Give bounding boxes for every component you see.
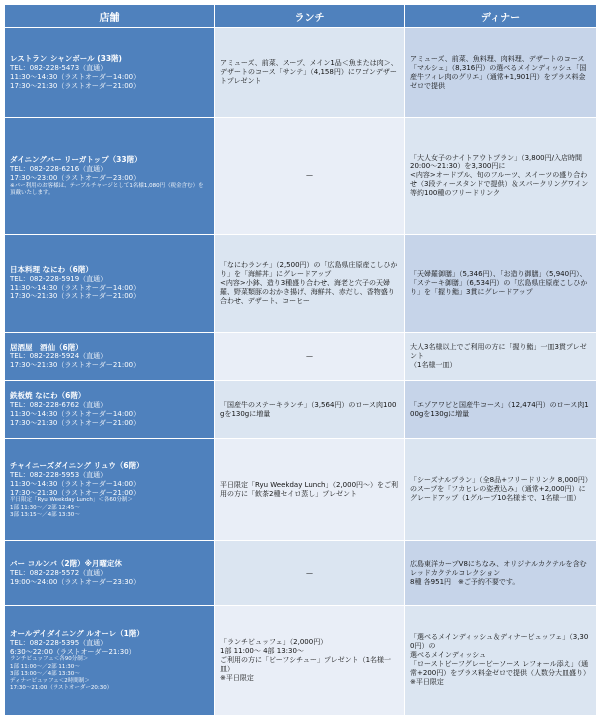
store-cell xyxy=(5,28,215,118)
table-row xyxy=(5,28,597,118)
store-name: オールデイダイニング ルオーレ（1階） xyxy=(10,628,144,638)
store-cell xyxy=(5,541,215,605)
dinner-cell: 広島東洋カープV8にちなみ、オリジナルカクテルを含む レッドカクテルコレクション 8種 各951円 ※ご予約不要です。 xyxy=(405,541,597,605)
store-cell xyxy=(5,234,215,332)
store-name: バー コルンバ（2階）※月曜定休 xyxy=(10,559,122,569)
header-store: 店舗 xyxy=(5,5,215,28)
store-details: TEL：082-228-5395（直通） 6:30〜22:00（ラストオーダー21:30） xyxy=(10,638,136,656)
store-details: TEL：082-228-6762（直通） 11:30〜14:30（ラストオーダー14:00） 17:30〜21:30（ラストオーダー21:00） xyxy=(10,400,141,427)
store-name: チャイニーズダイニング リュウ（6階） xyxy=(10,461,144,471)
table-row xyxy=(5,234,597,332)
store-details: TEL：082-228-6216（直通） 17:30〜23:00（ラストオーダー23:00） xyxy=(10,164,141,182)
store-details: TEL：082-228-5572（直通） 19:00〜24:00（ラストオーダー23:30） xyxy=(10,568,141,586)
dinner-cell: 「選べるメインディッシュ＆ディナービュッフェ」（3,300円）の 選べるメインディッシュ 「ローストビーフグレービーソース レフォール添え」（通常+200円）をプラス料金ゼロで提供（人数分大皿盛り） ※平日限定 xyxy=(405,605,597,715)
store-note: ランチビュッフェ＜各90分制＞ 1部 11:00〜／2部 11:30〜 3部 13:00〜／4部 13:30〜 ディナービュッフェ＜2時間制＞ 17:30〜21:00（ラストオーダー20:30） xyxy=(10,656,113,691)
store-cell xyxy=(5,118,215,234)
store-details: TEL：082-228-5953（直通） 11:30〜14:30（ラストオーダー14:00） 17:30〜21:30（ラストオーダー21:00） xyxy=(10,470,141,497)
store-name: 日本料理 なにわ（6階） xyxy=(10,264,93,274)
store-name: 居酒屋 酒仙（6階） xyxy=(10,342,83,352)
header-lunch: ランチ xyxy=(215,5,405,28)
store-note: ※バー利用のお客様は、テーブルチャージとして1名様1,080円（税金含む）を頂戴いたします。 xyxy=(10,182,204,196)
table-row xyxy=(5,605,597,715)
lunch-cell: 「国産牛のステーキランチ」（3,564円）のロース肉100gを130gに増量 xyxy=(215,380,405,438)
lunch-cell: — xyxy=(215,541,405,605)
store-name: レストラン シャンボール (33階) xyxy=(10,54,122,64)
lunch-cell: — xyxy=(215,332,405,380)
table-header-row xyxy=(5,5,597,28)
table-row xyxy=(5,439,597,541)
store-name: ダイニングバー リーガトップ（33階） xyxy=(10,155,142,165)
table-row xyxy=(5,380,597,438)
lunch-cell: 「ランチビュッフェ」（2,000円） 1部 11:00〜 4部 13:30〜 ご利用の方に「ビーフシチュー」プレゼント（1名様一皿） ※平日限定 xyxy=(215,605,405,715)
table-row xyxy=(5,541,597,605)
dinner-cell: 「大人女子のナイトアウトプラン」（3,800円/入店時間 20:00〜21:30）を3,300円に <内容>オードブル、旬のフルーツ、スイーツの盛り合わせ（3段ティースタンドで提供）＆スパークリングワイン等約100種のフリードリンク xyxy=(405,118,597,234)
dinner-cell: アミューズ、前菜、魚料理、肉料理、デザートのコース「マルシェ」（8,316円）の選べるメインディッシュ「国産牛フィレ肉のグリエ」（通常+1,901円）をプラス料金ゼロで提供 xyxy=(405,28,597,118)
store-cell xyxy=(5,439,215,541)
store-cell xyxy=(5,332,215,380)
store-note: 平日限定「Ryu Weekday Lunch」＜各60分制＞ 1部 11:30〜／2部 12:45〜 3部 13:15〜／4部 13:30〜 xyxy=(10,497,133,518)
store-cell xyxy=(5,605,215,715)
store-details: TEL：082-228-5473（直通） 11:30〜14:30（ラストオーダー14:00） 17:30〜21:30（ラストオーダー21:00） xyxy=(10,63,141,90)
dinner-cell: 「エゾアワビと国産牛コース」（12,474円）のロース肉100gを130gに増量 xyxy=(405,380,597,438)
dinner-cell: 大人3名様以上でご利用の方に「握り鮨」一皿3貫プレゼント （1名様一皿） xyxy=(405,332,597,380)
lunch-cell: 「なにわランチ」（2,500円）の「広島県庄原産こしひかり」を「海鮮丼」にグレードアップ <内容>小鉢、造り3種盛り合わせ、海老と穴子の天婦羅、野菜類豚のおかき揚げ、海鮮丼、赤だし、香物盛り合わせ、デザート、コーヒー xyxy=(215,234,405,332)
store-details: TEL：082-228-5924（直通） 17:30〜21:30（ラストオーダー21:00） xyxy=(10,352,141,370)
dinner-cell: 「天婦羅御膳」（5,346円）、「お造り御膳」（5,940円）、「ステーキ御膳」（6,534円）の「広島県庄原産こしひかり」を「握り鮨」3貫にグレードアップ xyxy=(405,234,597,332)
dinner-cell: 「シーズナルプラン」（全8品+フリードリンク 8,000円）のスープを「フカヒレの姿煮込み」（通常+2,000円）にグレードアップ（1グループ10名様まで、1名様一皿） xyxy=(405,439,597,541)
table-row xyxy=(5,332,597,380)
promotion-table xyxy=(4,4,597,716)
store-name: 鉄板焼 なにわ（6階） xyxy=(10,391,86,401)
lunch-cell: — xyxy=(215,118,405,234)
store-cell xyxy=(5,380,215,438)
store-details: TEL：082-228-5919（直通） 11:30〜14:30（ラストオーダー14:00） 17:30〜21:30（ラストオーダー21:00） xyxy=(10,274,141,301)
header-dinner: ディナー xyxy=(405,5,597,28)
lunch-cell: 平日限定「Ryu Weekday Lunch」（2,000円〜）をご利用の方に「飲茶2種セイロ蒸し」プレゼント xyxy=(215,439,405,541)
table-row xyxy=(5,118,597,234)
lunch-cell: アミューズ、前菜、スープ、メイン1品＜魚または肉＞、デザートのコース「サンテ」（4,158円）にワゴンデザートプレゼント xyxy=(215,28,405,118)
